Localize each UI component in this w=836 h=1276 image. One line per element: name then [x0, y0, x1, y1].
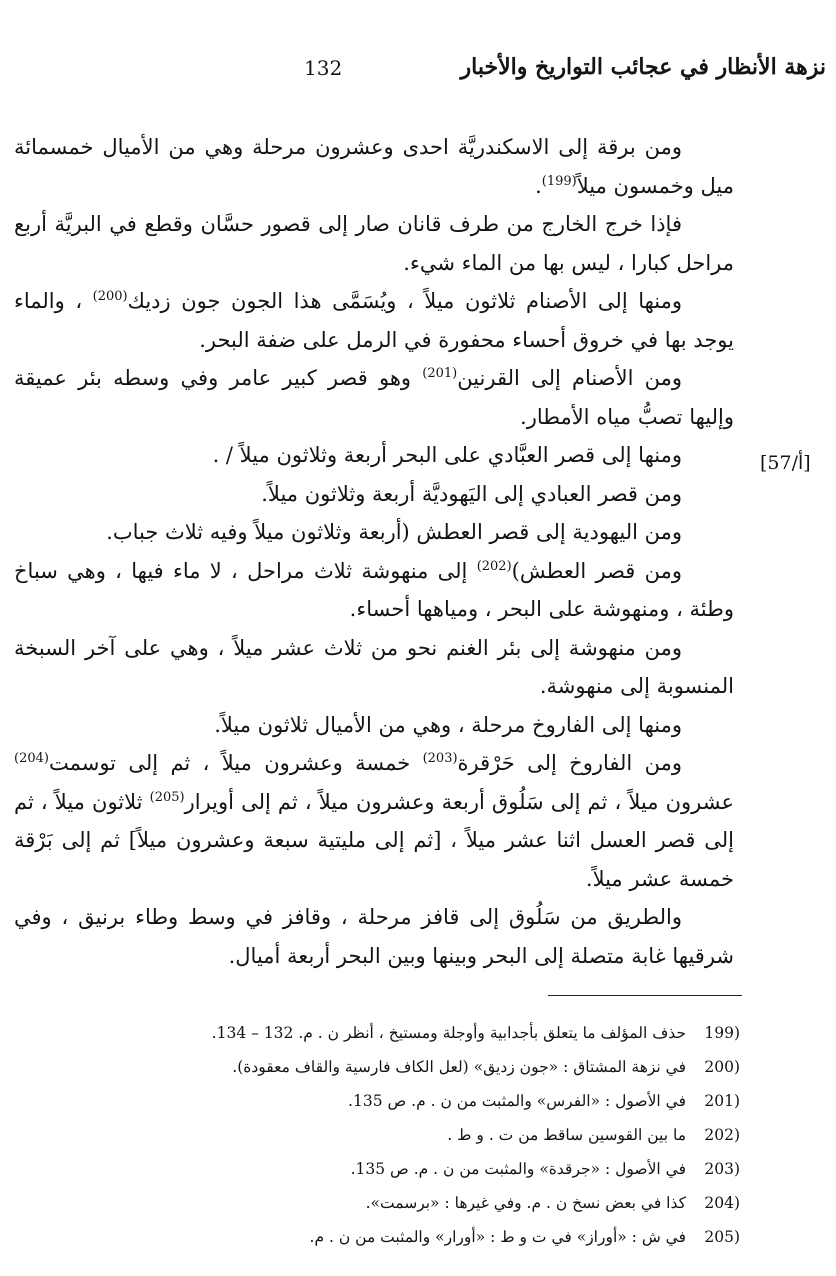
footnote-number: 201) — [704, 1092, 740, 1110]
footnote — [150, 1118, 740, 1152]
paragraph-text: فإذا خرج الخارج من طرف قانان صار إلى قصور حسَّان وقطع في البريَّة أربع مراحل كبارا ، ليس بها من الماء شيء. — [14, 212, 734, 275]
footnote-reference: (200) — [92, 289, 128, 304]
footnote-text: في الأصول : «جرقدة» والمثبت من ن . م. ص 135. — [350, 1160, 686, 1178]
footnote-reference: (205) — [149, 789, 185, 805]
paragraph — [14, 629, 734, 706]
paragraph-text: ومن قصر العبادي إلى اليَهوديَّة أربعة وثلاثون ميلاً. — [261, 481, 682, 506]
footnote-reference: (203) — [422, 751, 458, 766]
footnote-number: 204) — [704, 1194, 740, 1212]
footnote-reference: (201) — [422, 366, 458, 381]
paragraph-text: ومنها إلى الأصنام ثلاثون ميلاً ، ويُسَمَّى هذا الجون جون زديك — [127, 289, 682, 313]
footnote-reference: (202) — [476, 558, 512, 574]
footnote-text: في الأصول : «الفرس» والمثبت من ن . م. ص 135. — [348, 1092, 686, 1110]
footnote-reference: (204) — [14, 751, 49, 766]
footnote — [150, 1050, 740, 1084]
paragraph — [14, 475, 734, 514]
paragraph — [14, 744, 734, 898]
footnote-text: كذا في بعض نسخ ن . م. وفي غيرها : «برسمت». — [365, 1194, 686, 1212]
footnote-text: حذف المؤلف ما يتعلق بأجدابية وأوجلة ومستيخ ، أنظر ن . م. 132 – 134. — [211, 1024, 686, 1042]
paragraph-text: ، والماء يوجد بها في خروق أحساء محفورة في الرمل على ضفة البحر. — [14, 289, 734, 352]
paragraph-text: ثلاثون ميلاً ، ثم إلى قصر العسل اثنا عشر ميلاً ، [ثم إلى مليتية سبعة وعشرون ميلاً] ثم إلى بَرْقة خمسة عشر ميلاً. — [14, 789, 734, 891]
paragraph — [14, 359, 734, 436]
paragraph-text: ومن قصر العطش) — [511, 558, 682, 583]
footnote-text: في نزهة المشتاق : «جون زديق» (لعل الكاف فارسية والقاف معقودة). — [232, 1058, 686, 1076]
page-header — [0, 50, 836, 90]
paragraph-text: ومن الأصنام إلى القرنين — [457, 366, 682, 390]
footnote — [150, 1186, 740, 1220]
paragraph — [14, 436, 734, 475]
footnote-number: 199) — [704, 1024, 740, 1042]
footnote-number: 203) — [704, 1160, 740, 1178]
page-number: 132 — [304, 56, 343, 80]
main-text — [14, 128, 734, 975]
footnote-number: 200) — [704, 1058, 740, 1076]
paragraph — [14, 205, 734, 282]
footnote-divider — [548, 995, 742, 996]
paragraph-text: إلى منهوشة ثلاث مراحل ، لا ماء فيها ، وهي سباخ وطئة ، ومنهوشة على البحر ، ومياهها أحساء. — [14, 558, 734, 621]
paragraph-text: ومن الفاروخ إلى حَرْقرة — [457, 751, 682, 775]
paragraph-text: ومنها إلى قصر العبَّادي على البحر أربعة وثلاثون ميلاً / . — [212, 443, 682, 467]
paragraph-text: وهو قصر كبير عامر وفي وسطه بئر عميقة وإليها تصبُّ مياه الأمطار. — [14, 366, 734, 429]
footnote — [150, 1152, 740, 1186]
paragraph-text: ومنها إلى الفاروخ مرحلة ، وهي من الأميال ثلاثون ميلاً. — [214, 712, 682, 737]
footnote — [150, 1084, 740, 1118]
paragraph-text: . — [535, 173, 542, 198]
footnotes — [150, 1016, 740, 1254]
paragraph-text: عشرون ميلاً ، ثم إلى سَلُوق أربعة وعشرون ميلاً ، ثم إلى أويرار — [184, 789, 734, 814]
paragraph — [14, 552, 734, 629]
footnote-text: في ش : «أوراز» في ت و ط : «أورار» والمثبت من ن . م. — [309, 1228, 686, 1246]
paragraph-text: ومن برقة إلى الاسكندريَّة احدى وعشرون مرحلة وهي من الأميال خمسمائة ميل وخمسون ميلاً — [14, 135, 734, 198]
margin-folio-note: [57/أ] — [760, 452, 811, 474]
paragraph — [14, 282, 734, 359]
footnote-number: 205) — [704, 1228, 740, 1246]
paragraph — [14, 513, 734, 552]
running-title: نزهة الأنظار في عجائب التواريخ والأخبار — [460, 54, 826, 80]
paragraph-text: والطريق من سَلُوق إلى قافز مرحلة ، وقافز في وسط وطاء برنيق ، وفي شرقيها غابة متصلة إلى البحر وبينها وبين البحر أربعة أميال. — [14, 905, 734, 968]
paragraph-text: ومن منهوشة إلى بئر الغنم نحو من ثلاث عشر ميلاً ، وهي على آخر السبخة المنسوبة إلى منهوشة. — [14, 635, 734, 698]
footnote-number: 202) — [704, 1126, 740, 1144]
footnote-text: ما بين القوسين ساقط من ت . و ط . — [447, 1126, 686, 1144]
paragraph-text: ومن اليهودية إلى قصر العطش (أربعة وثلاثون ميلاً وفيه ثلاث جباب. — [106, 520, 682, 544]
paragraph-text: خمسة وعشرون ميلاً ، ثم إلى توسمت — [48, 751, 423, 775]
footnote — [150, 1016, 740, 1050]
paragraph — [14, 128, 734, 205]
footnote — [150, 1220, 740, 1254]
paragraph — [14, 898, 734, 975]
footnote-reference: (199) — [541, 173, 577, 189]
paragraph — [14, 706, 734, 745]
